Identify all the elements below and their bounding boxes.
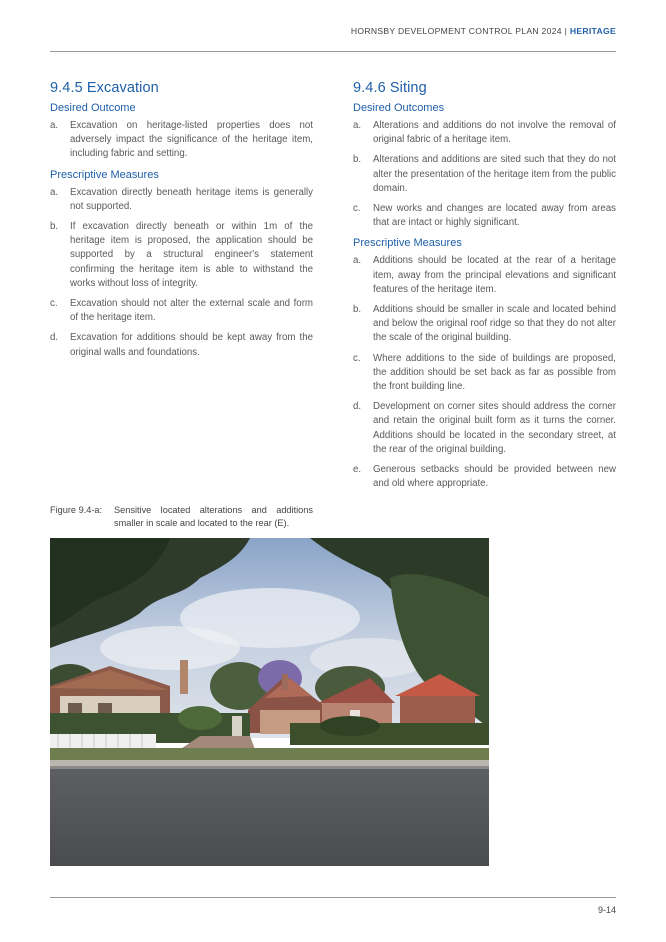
list-item-text: Development on corner sites should address the corner and retain the original built form as it turns the corner. Additions should be located in the secondary street, at the rear of the original building. <box>373 401 616 455</box>
list-marker: a. <box>50 120 59 131</box>
header-rule <box>50 51 616 52</box>
siting-outcomes-list <box>353 119 616 230</box>
list-item <box>353 119 616 147</box>
list-item <box>50 297 313 325</box>
figure-caption-text: Sensitive located alterations and additions smaller in scale and located to the rear (E). <box>114 505 313 528</box>
list-item-text: Additions should be located at the rear of a heritage item, away from the principal elevations and significant features of the heritage item. <box>373 255 616 295</box>
page-number: 9-14 <box>597 905 616 915</box>
figure-number: Figure 9.4-a: <box>50 505 103 515</box>
list-item-text: Excavation for additions should be kept away from the original walls and foundations. <box>70 332 313 358</box>
siting-measures-list <box>353 254 616 491</box>
list-item-text: Excavation directly beneath heritage items is generally not supported. <box>70 186 313 212</box>
list-item-text: New works and changes are located away from areas that are intact or highly significant. <box>373 203 616 229</box>
excavation-measures-list <box>50 186 313 360</box>
list-item-text: Alterations and additions are sited such that they do not alter the presentation of the heritage item from the public domain. <box>373 154 616 194</box>
header-separator: | <box>564 26 568 36</box>
excavation-heading: 9.4.5 Excavation <box>50 80 159 96</box>
siting-measures-heading: Prescriptive Measures <box>353 237 462 250</box>
list-item <box>353 352 616 395</box>
list-item <box>50 186 313 214</box>
right-column <box>353 80 616 498</box>
list-marker: b. <box>353 154 362 166</box>
list-item <box>353 303 616 346</box>
list-item <box>353 153 616 196</box>
list-marker: a. <box>353 120 362 131</box>
list-marker: c. <box>353 352 361 364</box>
list-marker: b. <box>50 221 59 233</box>
streetscape-photo <box>50 538 489 866</box>
list-item <box>50 331 313 359</box>
list-item <box>353 463 616 491</box>
list-marker: c. <box>353 203 361 215</box>
excavation-measures-heading: Prescriptive Measures <box>50 168 159 181</box>
list-marker: d. <box>353 401 362 413</box>
document-title: HORNSBY DEVELOPMENT CONTROL PLAN 2024 <box>350 26 562 36</box>
excavation-outcome-heading: Desired Outcome <box>50 102 136 114</box>
list-item <box>353 202 616 230</box>
footer-rule <box>50 897 616 898</box>
list-item <box>50 119 313 162</box>
siting-outcomes-heading: Desired Outcomes <box>353 102 445 114</box>
list-marker: e. <box>353 464 362 476</box>
page-header <box>351 26 616 36</box>
section-name: HERITAGE <box>569 26 616 36</box>
left-column <box>50 80 313 367</box>
list-item-text: If excavation directly beneath or within 1m of the heritage item is proposed, the application should be supported by a structural engineer's statement confirming the heritage item is able to withstand the works without loss of integrity. <box>70 221 313 289</box>
list-item <box>353 400 616 457</box>
list-item-text: Excavation should not alter the external scale and form of the heritage item. <box>70 298 313 324</box>
list-item <box>50 220 313 291</box>
list-item-text: Generous setbacks should be provided between new and old where appropriate. <box>373 464 616 490</box>
excavation-outcomes-list <box>50 119 313 162</box>
siting-heading: 9.4.6 Siting <box>353 80 427 96</box>
list-marker: b. <box>353 304 362 316</box>
figure-caption <box>50 504 313 530</box>
list-marker: d. <box>50 332 59 344</box>
list-item-text: Additions should be smaller in scale and located behind and below the original roof ridge so that they do not alter the scale of the original building. <box>373 304 616 344</box>
list-marker: a. <box>50 186 59 198</box>
list-item <box>353 254 616 297</box>
list-marker: a. <box>353 255 362 267</box>
list-item-text: Alterations and additions do not involve the removal of original fabric of a heritage item. <box>373 120 616 146</box>
list-marker: c. <box>50 298 58 310</box>
list-item-text: Excavation on heritage-listed properties does not adversely impact the significance of the heritage item, including fabric and setting. <box>70 120 313 160</box>
list-item-text: Where additions to the side of buildings are proposed, the addition should be set back as far as possible from the front building line. <box>373 352 616 393</box>
